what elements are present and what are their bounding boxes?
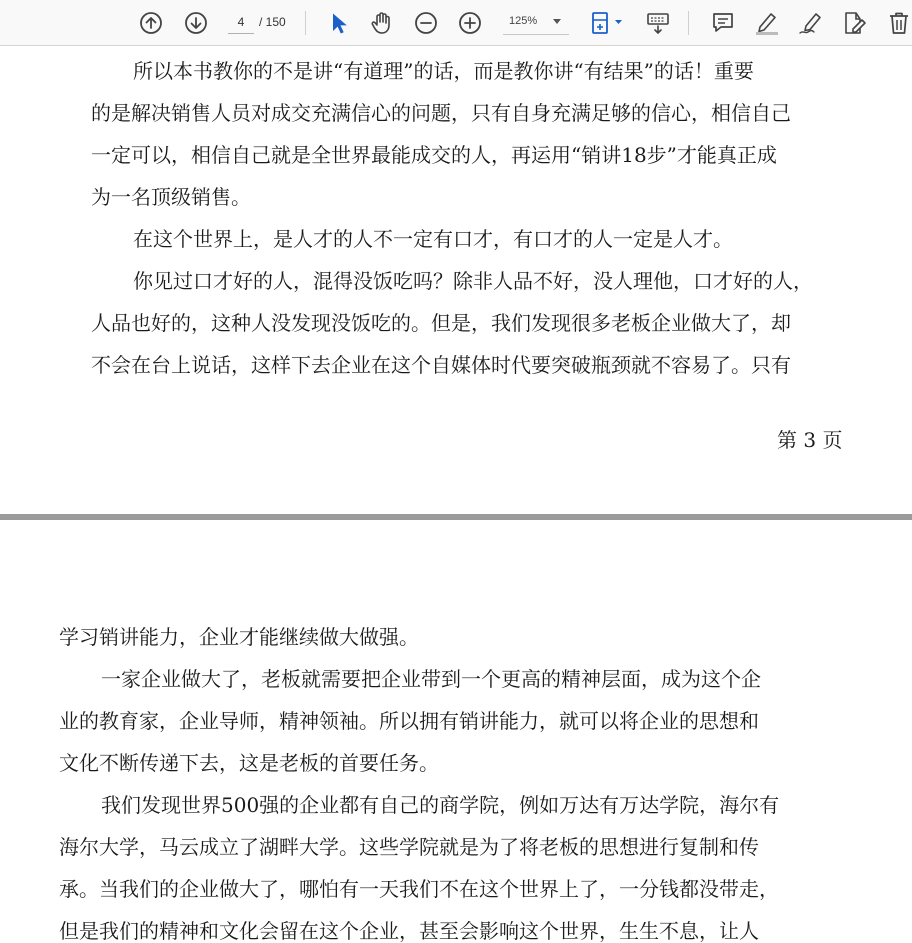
zoom-in-icon[interactable] (458, 11, 482, 35)
paragraph-line: 学习销讲能力，企业才能继续做大做强。 (59, 625, 419, 649)
zoom-level-value: 125% (509, 15, 538, 27)
toolbar-divider (305, 11, 306, 35)
paragraph-line: 不会在台上说话，这样下去企业在这个自媒体时代要突破瓶颈就不容易了。只有 (91, 353, 791, 377)
pdf-toolbar (0, 0, 912, 46)
page-fit-icon[interactable] (589, 10, 625, 36)
paragraph-line: 为一名顶级销售。 (91, 185, 251, 209)
page-number-input[interactable] (228, 11, 254, 34)
sign-pen-icon[interactable] (797, 10, 825, 36)
document-page-3 (0, 46, 912, 514)
page-number-footer: 第 3 页 (777, 428, 843, 452)
chevron-down-icon (553, 19, 561, 25)
paragraph-line: 承。当我们的企业做大了，哪怕有一天我们不在这个世界上了，一分钱都没带走， (59, 877, 779, 901)
paragraph-line: 我们发现世界500强的企业都有自己的商学院，例如万达有万达学院，海尔有 (101, 793, 780, 817)
paragraph-line: 文化不断传递下去，这是老板的首要任务。 (59, 751, 439, 775)
arrow-up-circle-icon[interactable] (139, 11, 163, 35)
paragraph-line: 一定可以，相信自己就是全世界最能成交的人，再运用“销讲18步”才能真正成 (91, 143, 777, 167)
paragraph-line: 的是解决销售人员对成交充满信心的问题，只有自身充满足够的信心，相信自己 (91, 101, 791, 125)
page-total-label: / 150 (259, 15, 286, 29)
comment-icon[interactable] (710, 10, 736, 36)
paragraph-line: 海尔大学，马云成立了湖畔大学。这些学院就是为了将老板的思想进行复制和传 (59, 835, 759, 859)
paragraph-line: 在这个世界上，是人才的人不一定有口才，有口才的人一定是人才。 (133, 227, 733, 251)
highlight-pen-icon[interactable] (753, 10, 781, 36)
scroll-mode-icon[interactable] (645, 10, 671, 36)
zoom-out-icon[interactable] (414, 11, 438, 35)
paragraph-line: 一家企业做大了，老板就需要把企业带到一个更高的精神层面，成为这个企 (101, 667, 761, 691)
paragraph-line: 人品也好的，这种人没发现没饭吃的。但是，我们发现很多老板企业做大了，却 (91, 311, 791, 335)
zoom-level-dropdown[interactable] (503, 11, 569, 35)
edit-document-icon[interactable] (840, 10, 868, 36)
hand-icon[interactable] (369, 10, 395, 36)
arrow-down-circle-icon[interactable] (184, 11, 208, 35)
paragraph-line: 但是我们的精神和文化会留在这个企业，甚至会影响这个世界，生生不息，让人 (59, 919, 759, 943)
paragraph-line: 你见过口才好的人，混得没饭吃吗？除非人品不好，没人理他，口才好的人， (133, 269, 813, 293)
trash-icon[interactable] (886, 10, 912, 36)
paragraph-line: 业的教育家，企业导师，精神领袖。所以拥有销讲能力，就可以将企业的思想和 (59, 709, 759, 733)
document-page-4 (0, 520, 912, 943)
paragraph-line: 所以本书教你的不是讲“有道理”的话，而是教你讲“有结果”的话！重要 (133, 59, 754, 83)
cursor-arrow-icon[interactable] (327, 11, 351, 35)
toolbar-divider (688, 11, 689, 35)
